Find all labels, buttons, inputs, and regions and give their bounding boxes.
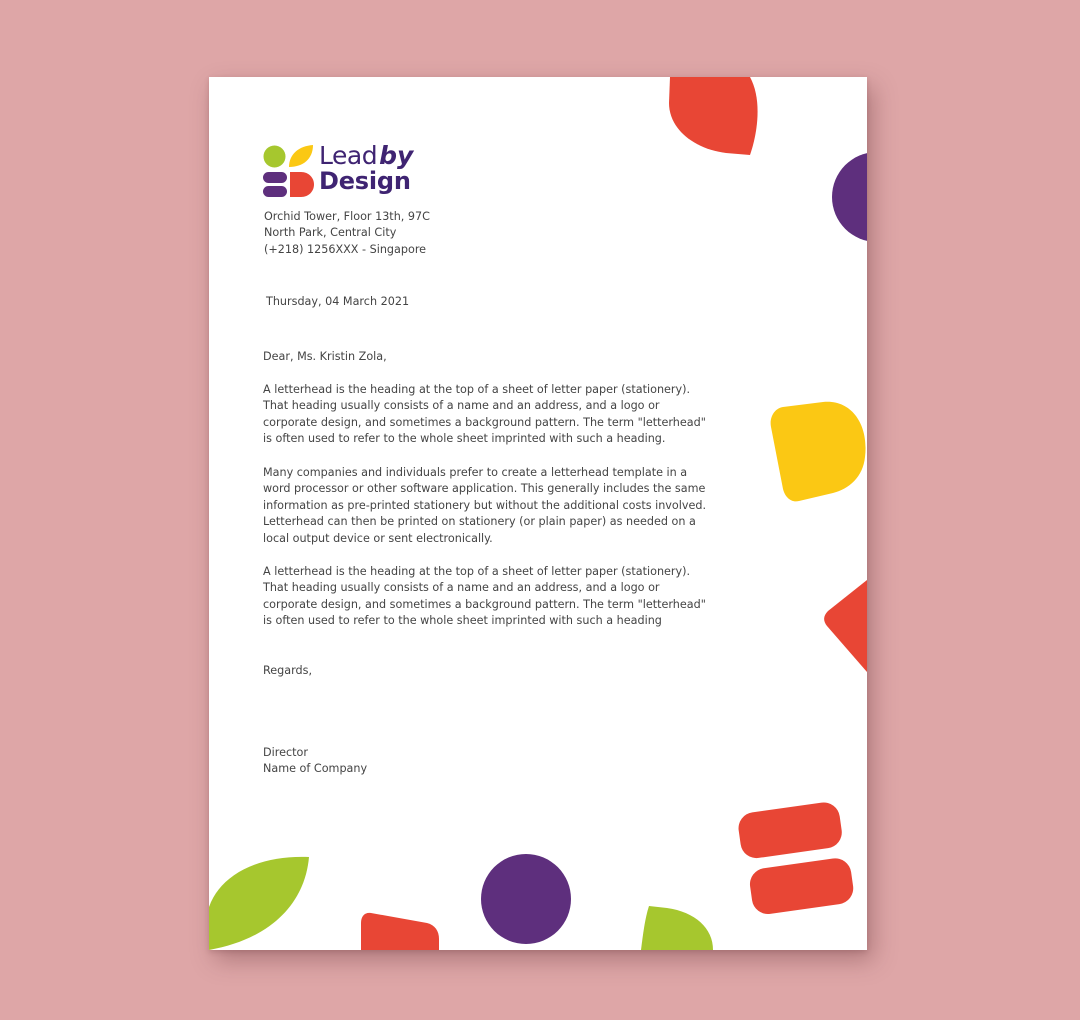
signature-title: Director (263, 746, 308, 759)
logo-mark-icon (263, 145, 315, 199)
red-stacked-bars-shape (737, 799, 857, 921)
purple-half-circle-shape (831, 151, 867, 243)
address-line: North Park, Central City (264, 226, 397, 240)
letter-date: Thursday, 04 March 2021 (266, 295, 410, 308)
logo-word-by: by (379, 141, 414, 170)
address-line: Orchid Tower, Floor 13th, 97C (264, 210, 430, 223)
letter-sheet (209, 77, 867, 950)
body-paragraph: Many companies and individuals prefer to create a letterhead template in a word processor or other software application. This generally includes the same information as pre-printed stationery but without the additional costs involved. Letterhead can then be printed on stationery (or plain paper) as needed on a local output device or sent electronically. (263, 466, 707, 545)
salutation: Dear, Ms. Kristin Zola, (263, 350, 387, 363)
green-half-blob-shape (641, 906, 715, 950)
company-address (264, 209, 430, 258)
signature-block (263, 745, 367, 778)
logo-wordmark (319, 143, 413, 193)
phone-line: (+218) 1256XXX - Singapore (264, 242, 427, 256)
red-petal-shape (664, 77, 759, 159)
red-rounded-tab-shape (359, 911, 441, 950)
signature-company: Name of Company (263, 762, 368, 776)
logo-word-lead: Lead (319, 141, 378, 170)
company-logo (263, 141, 414, 199)
closing-regards: Regards, (263, 664, 312, 677)
red-diamond-shape (823, 580, 867, 672)
logo-word-design: Design (319, 167, 411, 195)
purple-circle-shape (479, 852, 573, 946)
yellow-rounded-square-shape (769, 399, 867, 505)
body-paragraph: A letterhead is the heading at the top of a sheet of letter paper (stationery). That heading usually consists of a name and an address, and a logo or corporate design, and sometimes a background pattern. The term "letterhead" is often used to refer to the whole sheet imprinted with such a heading (263, 565, 706, 628)
green-leaf-shape (209, 855, 311, 950)
body-paragraph: A letterhead is the heading at the top of a sheet of letter paper (stationery). That heading usually consists of a name and an address, and a logo or corporate design, and sometimes a background pattern. The term "letterhead" is often used to refer to the whole sheet imprinted with such a heading. (263, 383, 706, 446)
